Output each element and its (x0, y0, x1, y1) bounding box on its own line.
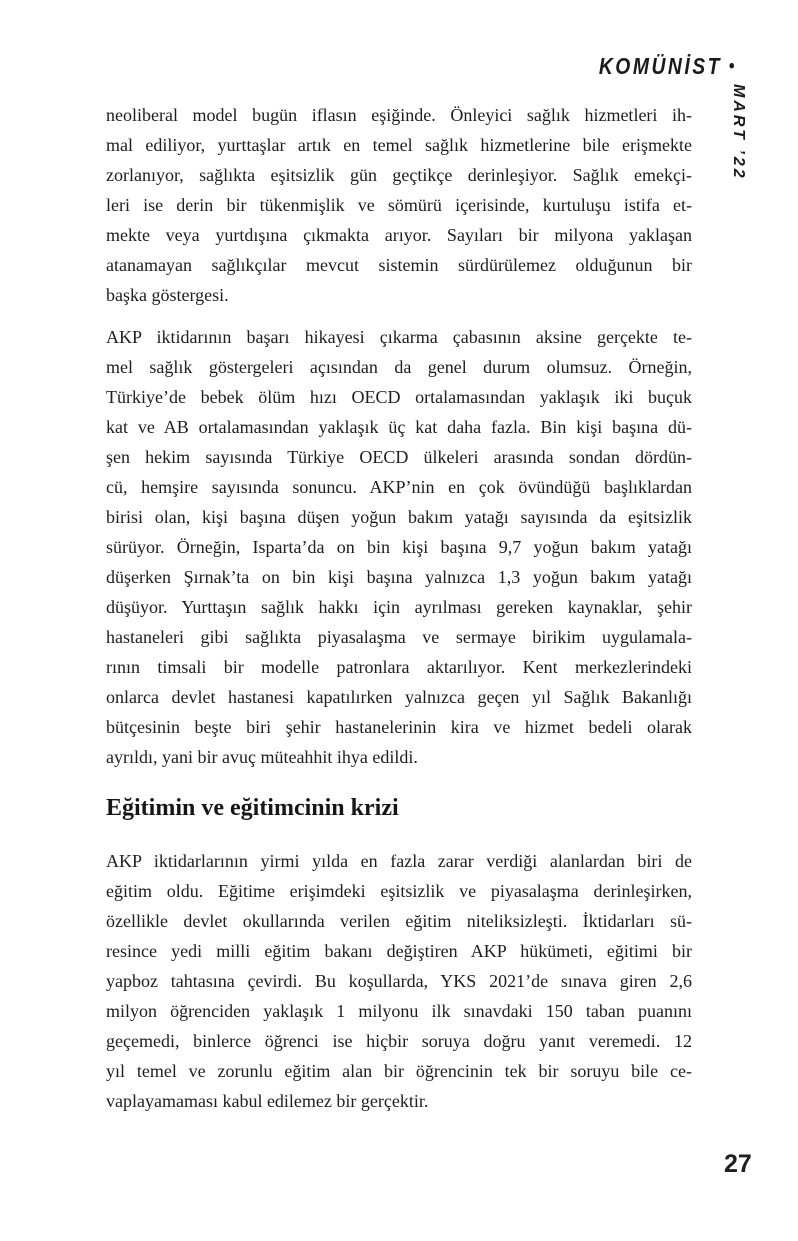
text-line: atanamayan sağlıkçılar mevcut sistemin sürdürülemez olduğunun bir (106, 255, 692, 275)
text-line: yıl temel ve zorunlu eğitim alan bir öğrencinin tek bir soruyu bile ce- (106, 1061, 692, 1081)
text-line: vaplayamaması kabul edilemez bir gerçektir. (106, 1091, 429, 1111)
text-line: özellikle devlet okullarında verilen eğitim niteliksizleşti. İktidarları sü- (106, 911, 692, 931)
text-line: yapboz tahtasına çevirdi. Bu koşullarda, YKS 2021’de sınava giren 2,6 (106, 971, 692, 991)
text-line: başka göstergesi. (106, 285, 229, 305)
text-line: mekte veya yurtdışına çıkmakta arıyor. Sayıları bir milyona yaklaşan (106, 225, 692, 245)
text-line: eğitim oldu. Eğitime erişimdeki eşitsizlik ve piyasalaşma derinleşirken, (106, 881, 692, 901)
text-line: AKP iktidarının başarı hikayesi çıkarma çabasının aksine gerçekte te- (106, 327, 692, 347)
masthead-bullet-icon: • (728, 56, 734, 77)
paragraph-health-indicators (106, 322, 692, 772)
text-line: ayrıldı, yani bir avuç müteahhit ihya edildi. (106, 747, 418, 767)
text-line: onlarca devlet hastanesi kapatılırken yalnızca geçen yıl Sağlık Bakanlığı (106, 687, 692, 707)
issue-date-vertical: MART ’22 (730, 84, 747, 181)
text-line: rının timsali bir modelle patronlara aktarılıyor. Kent merkezlerindeki (106, 657, 692, 677)
text-line: şen hekim sayısında Türkiye OECD ülkeleri arasında sondan dördün- (106, 447, 692, 467)
magazine-title: KOMÜNİST (598, 53, 722, 79)
text-line: resince yedi milli eğitim bakanı değiştiren AKP hükümeti, eğitimi bir (106, 941, 692, 961)
magazine-masthead (598, 53, 734, 80)
section-heading: Eğitimin ve eğitimcinin krizi (106, 795, 399, 821)
text-line: AKP iktidarlarının yirmi yılda en fazla zarar verdiği alanlardan biri de (106, 851, 692, 871)
text-line: hastaneleri gibi sağlıkta piyasalaşma ve sermaye birikim uygulamala- (106, 627, 692, 647)
text-line: düşerken Şırnak’ta on bin kişi başına yalnızca 1,3 yoğun bakım yatağı (106, 567, 692, 587)
text-line: birisi olan, kişi başına düşen yoğun bakım yatağı sayısında da eşitsizlik (106, 507, 692, 527)
text-line: Türkiye’de bebek ölüm hızı OECD ortalamasından yaklaşık iki buçuk (106, 387, 692, 407)
article-body (106, 100, 692, 1116)
text-line: cü, hemşire sayısında sonuncu. AKP’nin en çok övündüğü başlıklardan (106, 477, 692, 497)
paragraph-education-crisis (106, 846, 692, 1116)
text-line: neoliberal model bugün iflasın eşiğinde. Önleyici sağlık hizmetleri ih- (106, 105, 692, 125)
text-line: mal ediliyor, yurttaşlar artık en temel sağlık hizmetlerine bile erişmekte (106, 135, 692, 155)
text-line: mel sağlık göstergeleri açısından da genel durum olumsuz. Örneğin, (106, 357, 692, 377)
text-line: geçemedi, binlerce öğrenci ise hiçbir soruya doğru yanıt veremedi. 12 (106, 1031, 692, 1051)
text-line: kat ve AB ortalamasından yaklaşık üç kat daha fazla. Bin kişi başına dü- (106, 417, 692, 437)
text-line: leri ise derin bir tükenmişlik ve sömürü içerisinde, kurtuluşu istifa et- (106, 195, 692, 215)
text-line: düşüyor. Yurttaşın sağlık hakkı için ayrılması gereken kaynaklar, şehir (106, 597, 692, 617)
paragraph-health-crisis (106, 100, 692, 310)
text-line: sürüyor. Örneğin, Isparta’da on bin kişi başına 9,7 yoğun bakım yatağı (106, 537, 692, 557)
text-line: bütçesinin beşte biri şehir hastanelerinin kira ve hizmet bedeli olarak (106, 717, 692, 737)
page-number: 27 (724, 1150, 752, 1178)
text-line: zorlanıyor, sağlıkta eşitsizlik gün geçtikçe derinleşiyor. Sağlık emekçi- (106, 165, 692, 185)
text-line: milyon öğrenciden yaklaşık 1 milyonu ilk sınavdaki 150 taban puanını (106, 1001, 692, 1021)
